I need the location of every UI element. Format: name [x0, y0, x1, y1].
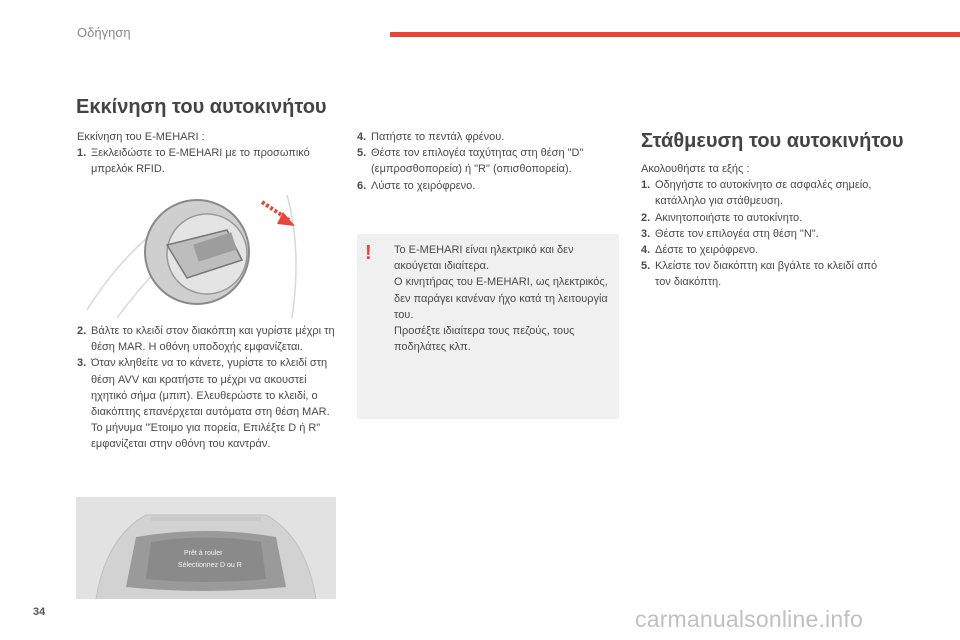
step-text: Όταν κληθείτε να το κάνετε, γυρίστε το κλειδί στη θέση AVV και κρατήστε το μέχρι να ακουστεί ηχητικό σήμα (μπιπ). Ελευθερώστε το κλειδί, ο διακόπτης επανέρχεται αυτόματα στη θέση MAR. Το μήνυμα "Έτοιμο για πορεία, Επιλέξτε D ή R" εμφανίζεται στην οθόνη του καντράν.: [91, 357, 330, 451]
step-item: [641, 177, 891, 209]
step-text: Βάλτε το κλειδί στον διακόπτη και γυρίστε μέχρι τη θέση MAR. Η οθόνη υποδοχής εμφανίζεται.: [91, 325, 335, 354]
page-number: 34: [33, 606, 46, 618]
park-title: Στάθμευση του αυτοκινήτου: [641, 130, 904, 152]
ignition-key-illustration: [77, 190, 335, 318]
display-drawing: [76, 497, 336, 599]
step-number: 4.: [641, 244, 651, 257]
watermark-text: carmanualsonline.info: [635, 606, 863, 632]
display-line-2: Sélectionnez D ou R: [178, 562, 242, 569]
start-intro: Εκκίνηση του E-MEHARI :: [77, 131, 205, 143]
step-text: Θέστε τον επιλογέα στη θέση "N".: [655, 227, 819, 240]
warning-box: [357, 234, 619, 419]
step-text: Πατήστε το πεντάλ φρένου.: [371, 131, 505, 143]
step-number: 4.: [357, 131, 367, 143]
step-item: [357, 145, 625, 177]
step-text: Κλείστε τον διακόπτη και βγάλτε το κλειδί από τον διακόπτη.: [655, 260, 878, 289]
warning-exclamation-icon: !: [365, 242, 372, 264]
step-number: 2.: [77, 325, 87, 337]
step-number: 1.: [77, 147, 87, 159]
step-item: [77, 355, 339, 452]
step-text: Θέστε τον επιλογέα ταχύτητας στη θέση "D" (εμπροσθοπορεία) ή "R" (οπισθοπορεία).: [371, 147, 584, 176]
step-item: [77, 145, 327, 177]
park-steps: [641, 177, 891, 290]
step-number: 2.: [641, 211, 651, 224]
step-number: 3.: [77, 357, 87, 370]
step-number: 3.: [641, 227, 651, 240]
step-number: 1.: [641, 179, 651, 192]
step-text: Οδηγήστε το αυτοκίνητο σε ασφαλές σημείο, κατάλληλο για στάθμευση.: [655, 179, 872, 208]
warning-paragraph: Προσέξτε ιδιαίτερα τους πεζούς, τους ποδηλάτες κλπ.: [394, 325, 575, 354]
step-number: 6.: [357, 179, 367, 192]
start-steps-b: [77, 323, 339, 453]
step-text: Ξεκλειδώστε το E-MEHARI με το προσωπικό μπρελόκ RFID.: [91, 147, 310, 176]
warning-paragraph: Το E-MEHARI είναι ηλεκτρικό και δεν ακούγεται ιδιαίτερα.: [394, 244, 574, 273]
park-intro: Ακολουθήστε τα εξής :: [641, 163, 750, 175]
step-text: Δέστε το χειρόφρενο.: [655, 244, 759, 257]
step-item: [77, 323, 339, 355]
park-section: [641, 161, 891, 291]
warning-text: [394, 242, 614, 355]
section-header-title: Οδήγηση: [77, 25, 131, 40]
start-title: Εκκίνηση του αυτοκινήτου: [76, 96, 327, 118]
step-item: [357, 178, 625, 194]
step-item: [641, 226, 891, 242]
step-number: 5.: [641, 260, 651, 273]
instrument-display-illustration: [76, 497, 336, 599]
step-number: 5.: [357, 147, 367, 160]
step-item: [357, 129, 625, 145]
step-item: [641, 258, 891, 290]
start-steps-c: [357, 129, 625, 194]
step-text: Ακινητοποιήστε το αυτοκίνητο.: [655, 211, 803, 224]
warning-paragraph: Ο κινητήρας του E-MEHARI, ως ηλεκτρικός, δεν παράγει κανέναν ήχο κατά τη λειτουργία του.: [394, 276, 608, 321]
start-steps-a: [77, 145, 327, 177]
display-line-1: Prêt à rouler: [184, 550, 223, 557]
step-text: Λύστε το χειρόφρενο.: [371, 179, 476, 192]
header-accent-bar: [390, 32, 960, 37]
step-item: [641, 242, 891, 258]
step-item: [641, 210, 891, 226]
